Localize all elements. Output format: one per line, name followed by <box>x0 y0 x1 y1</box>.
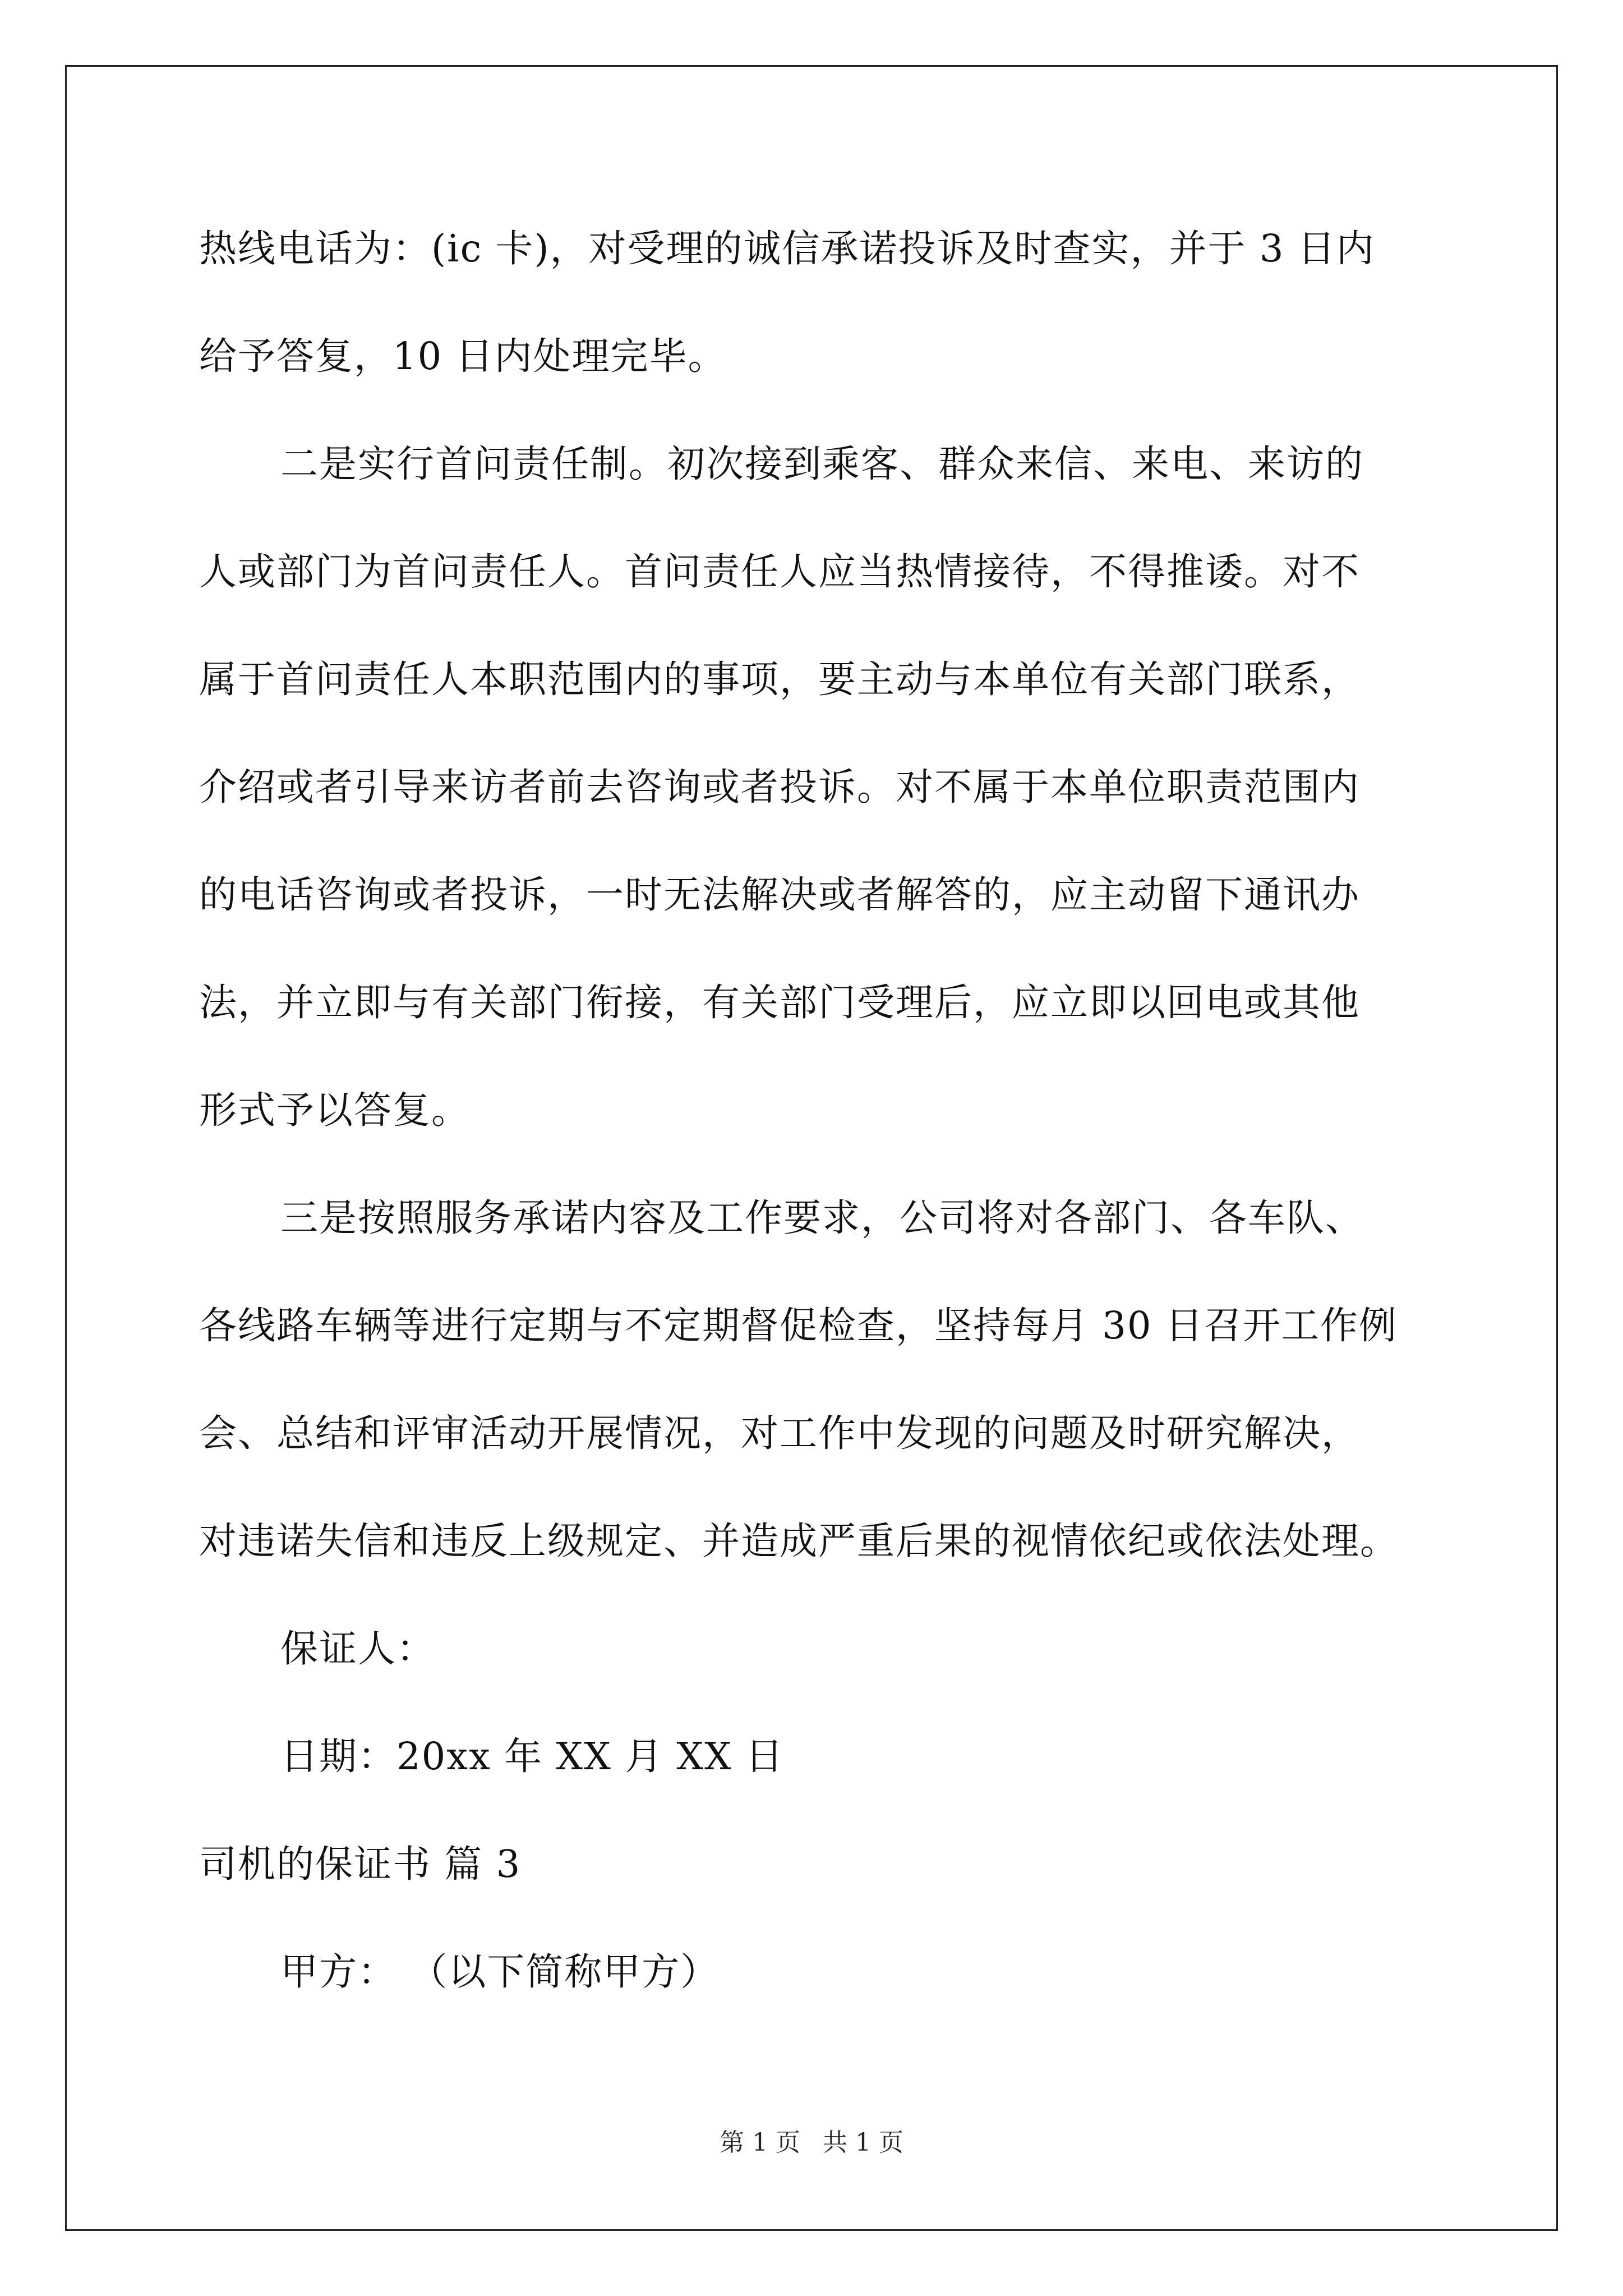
text-line: 各线路车辆等进行定期与不定期督促检查，坚持每月 30 日召开工作例 <box>199 1304 1398 1347</box>
paragraph-start: 二是实行首问责任制。初次接到乘客、群众来信、来电、来访的 <box>280 442 1364 486</box>
text-line: 形式予以答复。 <box>199 1088 470 1132</box>
text-line: 属于首问责任人本职范围内的事项，要主动与本单位有关部门联系， <box>199 657 1360 701</box>
text-line: 介绍或者引导来访者前去咨询或者投诉。对不属于本单位职责范围内 <box>199 765 1360 809</box>
text-line: 法，并立即与有关部门衔接，有关部门受理后，应立即以回电或其他 <box>199 981 1360 1024</box>
page-footer <box>0 2126 1623 2160</box>
guarantor-label: 保证人： <box>280 1627 435 1671</box>
text-line: 对违诺失信和违反上级规定、并造成严重后果的视情依纪或依法处理。 <box>199 1519 1399 1563</box>
text-line: 给予答复，10 日内处理完毕。 <box>199 334 727 378</box>
text-line: 的电话咨询或者投诉，一时无法解决或者解答的，应主动留下通讯办 <box>199 873 1360 917</box>
section-heading: 司机的保证书 篇 3 <box>199 1842 522 1886</box>
text-line: 会、总结和评审活动开展情况，对工作中发现的问题及时研究解决， <box>199 1411 1360 1455</box>
page-total: 共 1 页 <box>823 2128 903 2157</box>
party-a-line: 甲方： （以下简称甲方） <box>280 1950 720 1994</box>
text-line: 热线电话为：(ic 卡)，对受理的诚信承诺投诉及时查实，并于 3 日内 <box>199 227 1375 270</box>
page-number: 第 1 页 <box>720 2128 800 2157</box>
paragraph-start: 三是按照服务承诺内容及工作要求，公司将对各部门、各车队、 <box>280 1196 1364 1240</box>
date-line: 日期：20xx 年 XX 月 XX 日 <box>280 1734 785 1778</box>
page-border <box>65 65 1558 2231</box>
text-line: 人或部门为首问责任人。首问责任人应当热情接待，不得推诿。对不 <box>199 550 1360 593</box>
